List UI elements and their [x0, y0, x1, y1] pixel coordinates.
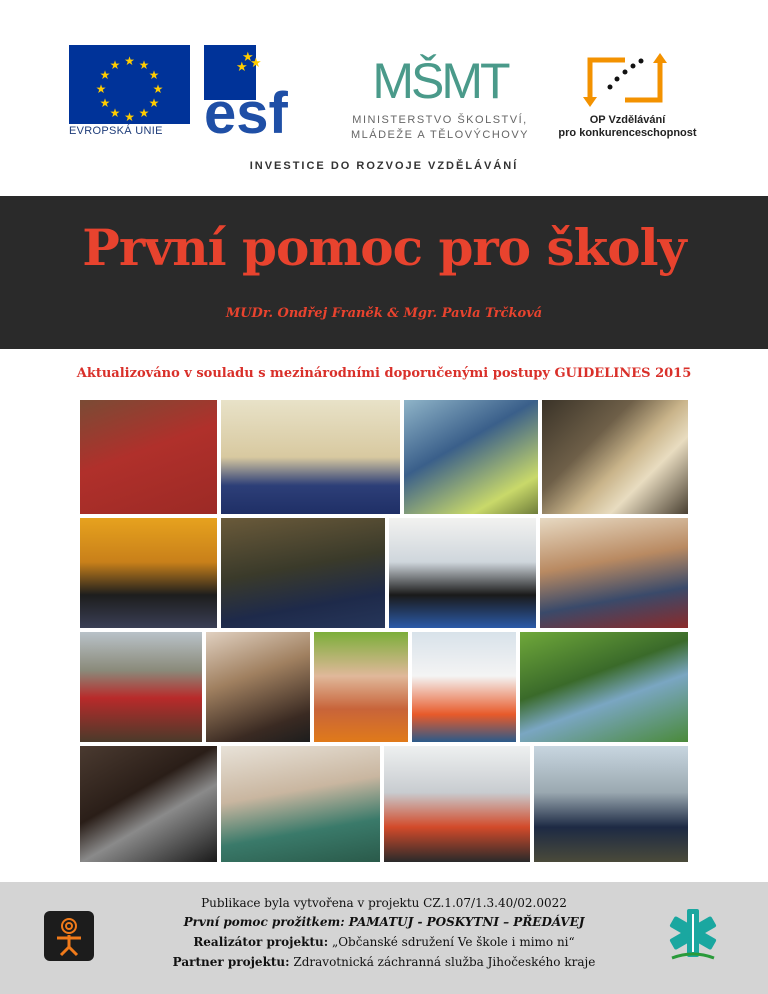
svg-text:★: ★ [99, 96, 111, 110]
eu-stars-icon [69, 45, 190, 124]
partner-value: Zdravotnická záchranná služba Jihočeského kraje [289, 955, 596, 969]
photo-children-helping [219, 744, 382, 864]
esf-logo [204, 45, 318, 135]
photo-bandaging-hand [402, 398, 540, 516]
svg-text:★: ★ [124, 54, 135, 68]
logo-strip [0, 0, 768, 196]
partner-label: Partner projektu: [172, 955, 290, 969]
project-number: Publikace byla vytvořena v projektu CZ.1.07/1.3.40/02.0022 [201, 896, 567, 910]
photo-lying-on-grass [518, 630, 690, 744]
msmt-caption [330, 113, 550, 143]
svg-text:★: ★ [95, 82, 107, 96]
esf-text: esf [204, 81, 288, 135]
photo-standing-trainee [410, 630, 518, 744]
implementer-value: „Občanské sdružení Ve škole i mimo ni“ [328, 935, 575, 949]
photo-indoor-casualty [204, 630, 312, 744]
photo-two-rescuers [382, 744, 532, 864]
svg-text:★: ★ [138, 106, 150, 120]
svg-text:★: ★ [236, 60, 248, 75]
project-implementer [0, 935, 768, 949]
svg-text:★: ★ [152, 82, 164, 96]
photo-face-makeup [312, 630, 410, 744]
photo-cpr-training [78, 398, 219, 516]
svg-text:★: ★ [109, 106, 121, 120]
eu-flag-logo [69, 45, 190, 124]
photo-field-exercise [78, 630, 204, 744]
photo-thermal-blanket [540, 398, 690, 516]
svg-text:★: ★ [99, 68, 111, 82]
implementer-label: Realizátor projektu: [193, 935, 329, 949]
photo-classroom-aed [387, 516, 538, 630]
op-arrows-icon [565, 45, 685, 115]
project-name: První pomoc prožitkem: PAMATUJ - POSKYTNI – PŘEDÁVEJ [183, 915, 585, 929]
svg-text:★: ★ [124, 110, 135, 124]
msmt-line1: MINISTERSTVO ŠKOLSTVÍ, [352, 114, 528, 126]
svg-text:★: ★ [250, 56, 262, 71]
authors: MUDr. Ondřej Franěk & Mgr. Pavla Trčková [225, 306, 543, 321]
photo-outdoor-group [219, 516, 387, 630]
op-line2: pro konkurenceschopnost [558, 127, 697, 139]
guidelines-note: Aktualizováno v souladu s mezinárodními doporučenými postupy GUIDELINES 2015 [76, 366, 692, 381]
svg-text:★: ★ [148, 68, 160, 82]
photo-instructor-choking [78, 516, 219, 630]
photo-casualty-on-floor [78, 744, 219, 864]
op-caption [545, 114, 710, 140]
eu-caption: EVROPSKÁ UNIE [69, 125, 163, 137]
svg-text:★: ★ [109, 58, 121, 72]
photo-outdoor-treatment [532, 744, 690, 864]
op-line1: OP Vzdělávání [589, 114, 666, 126]
investice-slogan: INVESTICE DO ROZVOJE VZDĚLÁVÁNÍ [249, 160, 519, 172]
photo-sitting-on-blanket [219, 398, 402, 516]
page-title: První pomoc pro školy [82, 218, 686, 277]
msmt-letters: MŠMT [372, 53, 508, 109]
svg-text:★: ★ [138, 58, 150, 72]
photo-students-kneeling [538, 516, 690, 630]
project-partner [0, 955, 768, 969]
svg-text:★: ★ [242, 50, 254, 65]
svg-text:★: ★ [148, 96, 160, 110]
photo-collage [78, 398, 690, 864]
msmt-line2: MLÁDEŽE A TĚLOVÝCHOVY [350, 129, 529, 141]
